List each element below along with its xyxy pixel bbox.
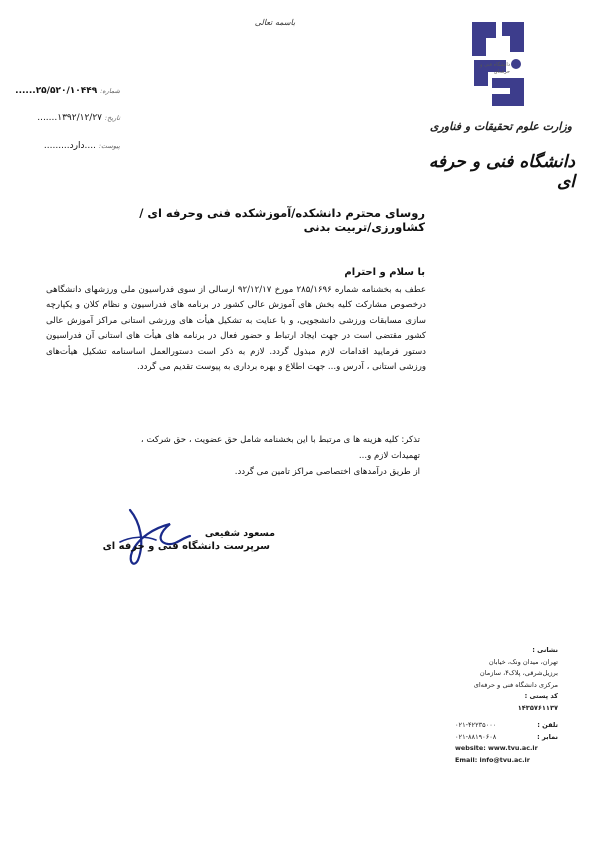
attachment-label: پیوست: xyxy=(98,142,120,150)
postal-value: ۱۴۳۵۷۶۱۱۳۷ xyxy=(517,703,558,712)
fax-row xyxy=(455,732,558,744)
postal-code xyxy=(455,691,558,703)
greeting: با سلام و احترام xyxy=(344,267,425,278)
number-label: شماره: xyxy=(100,87,120,95)
number-value: ۲۵/۵۲۰/۱۰۴۴۹...... xyxy=(15,86,98,96)
phone-row xyxy=(455,720,558,732)
signer-title: سرپرست دانشگاه فنی و حرفه ای xyxy=(102,541,270,552)
letter-date xyxy=(10,113,120,123)
letter-body: عطف به بخشنامه شماره ۲۸۵/۱۶۹۶ مورخ ۹۲/۱۲/۱۷ ارسالی از سوی فدراسیون ملی ورزشهای دانشگاهی درخصوص مشارکت کلیه بخش های آموزش عالی کشور در برنامه های فدراسیون و نظام کلان و یکپارچه سازی مسابقات ورزشی دانشجویی، و با عنایت به تشکیل هیأت های ورزشی استانی مراکز آموزش عالی کشور مقتضی است در جهت ایجاد ارتباط و حضور فعال در برنامه های هیأت های استانی آن فدراسیون دستور فرمایید اقدامات لازم مبذول گردد. لازم به ذکر است دستورالعمل اساسنامه تشکیل هیأت‌های ورزشی استانی ، آدرس و... جهت اطلاع و بهره برداری به پیوست تقدیم می گردد. xyxy=(46,285,426,373)
website-link[interactable]: website: www.tvu.ac.ir xyxy=(455,744,538,752)
email-link[interactable]: Email: info@tvu.ac.ir xyxy=(455,755,530,764)
address-line-1: تهران، میدان ونک، خیابان xyxy=(488,657,558,666)
date-value: ۱۳۹۲/۱۲/۲۷....... xyxy=(37,113,102,123)
letter-number xyxy=(10,86,120,96)
phone-value: ۰۲۱-۴۲۲۳۵۰۰۰ xyxy=(455,721,497,729)
postal-label: کد پستی : xyxy=(524,692,558,700)
addressee: روسای محترم دانشکده/آموزشکده فنی وحرفه ای / کشاورزی/تربیت بدنی xyxy=(139,206,425,234)
note-line-2: از طریق درآمدهای اختصاصی مراکز تامین می گردد. xyxy=(234,467,420,477)
address-line-2: برزیل‌شرقی، پلاک۴، سازمان xyxy=(479,669,558,677)
note-line-1: تذکر: کلیه هزینه ها ی مرتبط با این بخشنامه شامل حق عضویت ، حق شرکت ، تهمیدات لازم و... xyxy=(140,435,420,461)
ministry-name: وزارت علوم تحقیقات و فناوری xyxy=(429,120,572,133)
letter-note xyxy=(112,432,420,480)
logo-caption: دانشگاه فنی و حرفه‌ای xyxy=(479,62,510,75)
phone-label: تلفن : xyxy=(537,721,558,729)
fax-value: ۰۲۱-۸۸۱۹۰۶۰۸ xyxy=(455,732,497,741)
footer-contact xyxy=(455,645,558,766)
date-label: تاریخ: xyxy=(104,114,120,122)
address-label: نشانی : xyxy=(532,646,558,654)
attachment-value: ....دارد......... xyxy=(43,141,96,151)
university-name: دانشگاه فنی و حرفه ای xyxy=(428,152,575,192)
letter-attachment xyxy=(10,141,120,151)
bismillah-heading: باسمه تعالی xyxy=(254,18,296,27)
fax-label: نمابر : xyxy=(537,732,558,741)
address-line-3: مرکزی دانشگاه فنی و حرفه‌ای xyxy=(473,680,558,689)
signer-name: مسعود شفیعی xyxy=(204,528,275,539)
